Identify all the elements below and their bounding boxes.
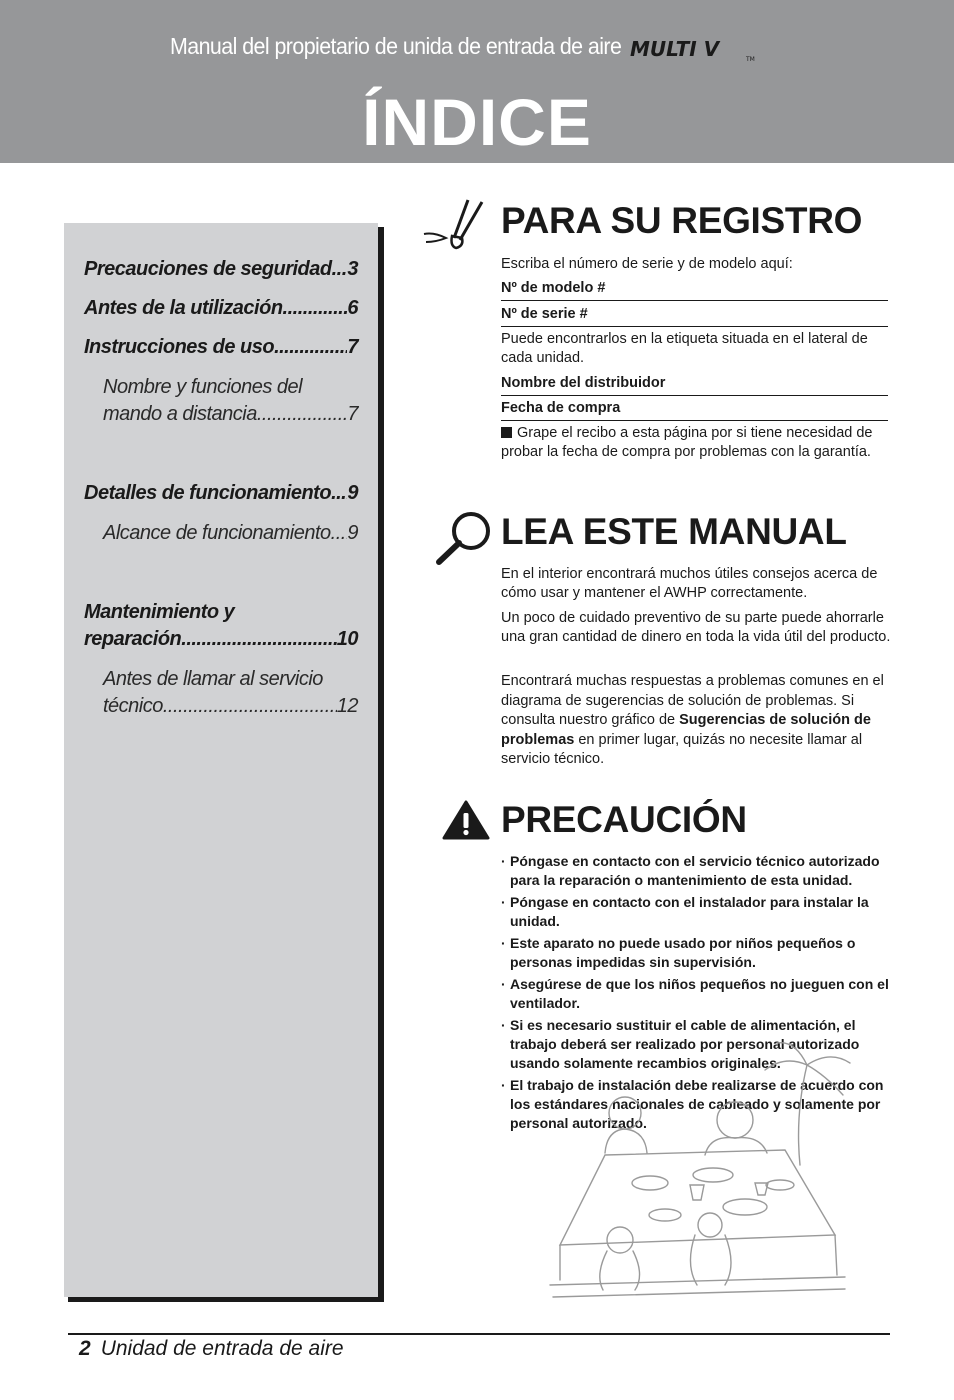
page-number: 2: [79, 1337, 91, 1360]
serial-number-field[interactable]: Nº de serie #: [501, 305, 888, 327]
toc-entry[interactable]: Mantenimiento y reparación ..... 10: [84, 599, 358, 653]
page-footer: [79, 1337, 344, 1361]
footer-text: Unidad de entrada de aire: [100, 1337, 344, 1360]
manual-subtitle: Manual del propietario de unida de entrada de aire: [170, 33, 622, 59]
bullet-square-icon: [501, 427, 512, 438]
header-band: [0, 0, 954, 163]
page-title: ÍNDICE: [362, 85, 592, 159]
picnic-sketch-illustration: [545, 1035, 875, 1315]
svg-text:TM: TM: [746, 56, 755, 63]
precaucion-item: · Asegúrese de que los niños pequeños no jueguen con el ventilador.: [501, 975, 893, 1013]
toc-entry[interactable]: Instrucciones de uso ..... 7: [84, 334, 358, 361]
model-number-field[interactable]: Nº de modelo #: [501, 279, 888, 301]
toc-entry[interactable]: Detalles de funcionamiento ..... 9: [84, 480, 358, 507]
toc-entry[interactable]: Precauciones de seguridad ..... 3: [84, 256, 358, 283]
toc-subentry[interactable]: Alcance de funcionamiento ..... 9: [103, 520, 358, 547]
precaucion-item: · El trabajo de instalación debe realizarse de acuerdo con los estándares nacionales de cableado y solamente por personal autorizado.: [501, 1076, 893, 1133]
multi-v-logo: [628, 34, 758, 64]
precaucion-heading: PRECAUCIÓN: [501, 799, 747, 840]
magnifier-icon: [434, 510, 494, 566]
precaucion-item: · Si es necesario sustituir el cable de alimentación, el trabajo deberá ser realizado por personal autorizado usando solamente recambios originales.: [501, 1016, 893, 1073]
precaucion-item: · Póngase en contacto con el servicio técnico autorizado para la reparación o mantenimiento de esta unidad.: [501, 852, 893, 890]
lea-paragraph-2: Un poco de cuidado preventivo de su parte puede ahorrarle una gran cantidad de dinero en toda la vida útil del producto.: [501, 610, 891, 645]
receipt-note: Grape el recibo a esta página por si tiene necesidad de probar la fecha de compra por problemas con la garantía.: [501, 425, 873, 460]
registro-location-text: Puede encontrarlos en la etiqueta situada en el lateral de cada unidad.: [501, 331, 868, 366]
toc-entry[interactable]: Antes de la utilización ..... 6: [84, 295, 358, 322]
lea-paragraph-1: En el interior encontrará muchos útiles consejos acerca de cómo usar y mantener el AWHP correctamente.: [501, 566, 878, 601]
lea-paragraph-3: Encontrará muchas respuestas a problemas comunes en el diagrama de sugerencias de solución de problemas. Si consulta nuestro gráfico de Sugerencias de solución de problemas en primer lugar, quizás no necesite llamar al servicio técnico.: [501, 673, 884, 767]
pen-icon: [420, 198, 492, 254]
svg-text:MULTI V: MULTI V: [630, 37, 720, 61]
registro-heading: PARA SU REGISTRO: [501, 200, 863, 241]
precaucion-item: · Póngase en contacto con el instalador para instalar la unidad.: [501, 893, 893, 931]
toc-subentry[interactable]: Antes de llamar al servicio técnico ..... 12: [103, 666, 358, 720]
toc-subentry[interactable]: Nombre y funciones del mando a distancia ..... 7: [103, 374, 358, 428]
precaucion-item: · Este aparato no puede usado por niños pequeños o personas impedidas sin supervisión.: [501, 934, 893, 972]
registro-intro: Escriba el número de serie y de modelo aquí:: [501, 256, 793, 272]
dealer-name-field[interactable]: Nombre del distribuidor: [501, 374, 888, 396]
footer-rule: [68, 1333, 890, 1335]
purchase-date-field[interactable]: Fecha de compra: [501, 399, 888, 421]
warning-triangle-icon: [441, 799, 491, 841]
lea-heading: LEA ESTE MANUAL: [501, 511, 847, 552]
